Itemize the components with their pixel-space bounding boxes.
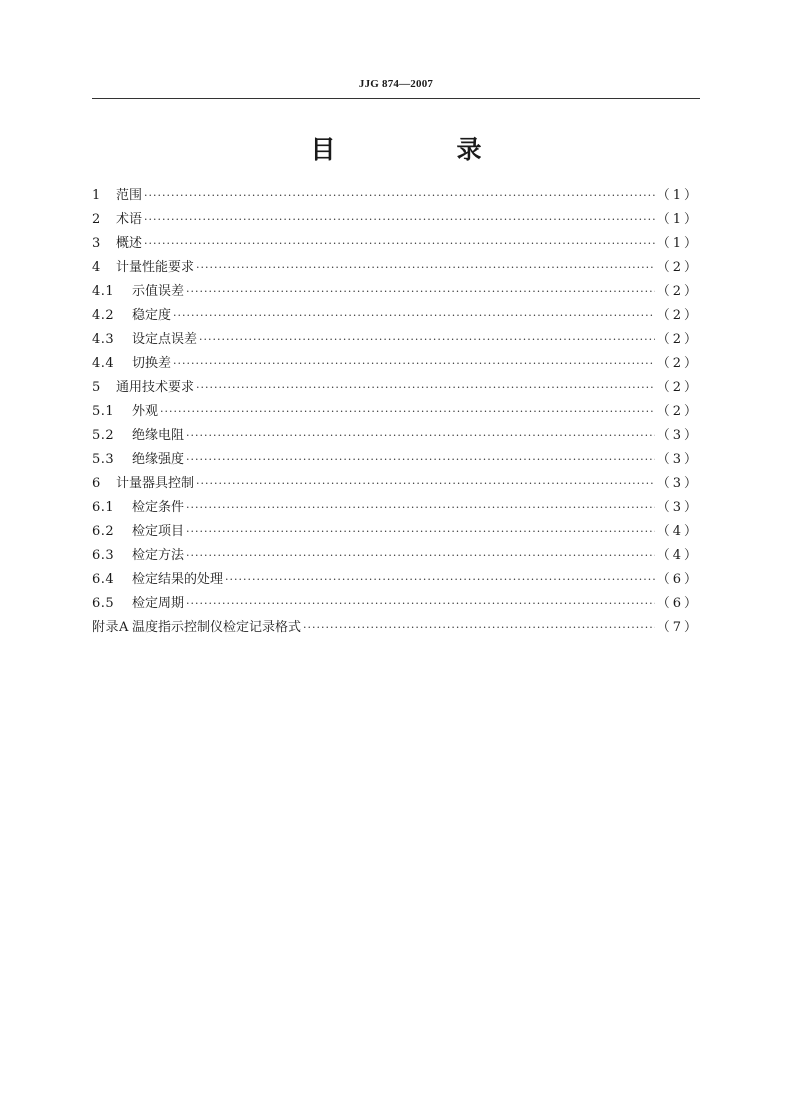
toc-entry-page: （4） [656, 524, 700, 539]
toc-dot-leader [144, 232, 655, 256]
toc-entry-number: 6.5 [92, 596, 115, 611]
toc-entry[interactable] [92, 256, 700, 280]
toc-entry-title: 检定项目 [132, 524, 185, 539]
toc-entry-title: 计量性能要求 [116, 260, 195, 275]
toc-entry[interactable] [92, 232, 700, 256]
toc-dot-leader [186, 544, 655, 568]
toc-entry-title: 检定方法 [132, 548, 185, 563]
toc-entry[interactable] [92, 304, 700, 328]
toc-entry[interactable] [92, 568, 700, 592]
toc-entry-page: （2） [656, 260, 700, 275]
header-rule [92, 98, 700, 99]
toc-entry-number: 附录A [92, 620, 129, 635]
toc-entry[interactable] [92, 448, 700, 472]
toc-entry[interactable] [92, 424, 700, 448]
toc-entry-page: （2） [656, 308, 700, 323]
toc-entry-page: （2） [656, 356, 700, 371]
toc-dot-leader [186, 592, 655, 616]
toc-entry-page: （6） [656, 596, 700, 611]
toc-entry-number: 5.2 [92, 428, 115, 443]
toc-entry-title: 计量器具控制 [116, 476, 195, 491]
toc-entry-title: 稳定度 [132, 308, 172, 323]
toc-entry-title: 温度指示控制仪检定记录格式 [132, 620, 302, 635]
toc-entry[interactable] [92, 208, 700, 232]
toc-entry[interactable] [92, 184, 700, 208]
toc-dot-leader [173, 352, 655, 376]
toc-dot-leader [303, 616, 655, 640]
toc-entry[interactable] [92, 592, 700, 616]
toc-entry-number: 5.3 [92, 452, 115, 467]
toc-dot-leader [186, 424, 655, 448]
toc-entry[interactable] [92, 376, 700, 400]
toc-entry-number: 5 [92, 380, 101, 395]
toc-entry[interactable] [92, 328, 700, 352]
toc-entry-page: （2） [656, 332, 700, 347]
toc-entry-number: 4.2 [92, 308, 115, 323]
toc-entry-title: 检定周期 [132, 596, 185, 611]
table-of-contents [92, 184, 700, 640]
toc-entry[interactable] [92, 616, 700, 640]
toc-entry-title: 外观 [132, 404, 159, 419]
toc-entry-title: 示值误差 [132, 284, 185, 299]
toc-entry-number: 3 [92, 236, 101, 251]
toc-entry-number: 4.4 [92, 356, 115, 371]
toc-entry-page: （1） [656, 212, 700, 227]
toc-entry-number: 6 [92, 476, 101, 491]
page-title: 目 录 [310, 135, 530, 164]
toc-entry[interactable] [92, 400, 700, 424]
toc-entry-title: 检定条件 [132, 500, 185, 515]
toc-entry-page: （3） [656, 452, 700, 467]
toc-dot-leader [173, 304, 655, 328]
toc-entry-number: 6.4 [92, 572, 115, 587]
toc-entry-page: （1） [656, 188, 700, 203]
toc-entry[interactable] [92, 352, 700, 376]
toc-entry-page: （4） [656, 548, 700, 563]
toc-entry-page: （1） [656, 236, 700, 251]
toc-entry[interactable] [92, 520, 700, 544]
toc-entry-page: （3） [656, 500, 700, 515]
toc-entry-number: 5.1 [92, 404, 115, 419]
toc-entry-title: 检定结果的处理 [132, 572, 224, 587]
toc-dot-leader [144, 184, 655, 208]
toc-entry-title: 绝缘电阻 [132, 428, 185, 443]
toc-entry[interactable] [92, 472, 700, 496]
toc-entry-page: （2） [656, 284, 700, 299]
toc-entry-page: （3） [656, 476, 700, 491]
toc-entry-page: （7） [656, 620, 700, 635]
toc-entry[interactable] [92, 280, 700, 304]
toc-entry-title: 通用技术要求 [116, 380, 195, 395]
toc-entry-number: 4.3 [92, 332, 115, 347]
toc-entry-page: （2） [656, 404, 700, 419]
toc-dot-leader [196, 376, 655, 400]
toc-entry-number: 6.1 [92, 500, 115, 515]
toc-entry[interactable] [92, 544, 700, 568]
toc-dot-leader [186, 520, 655, 544]
toc-entry-number: 4 [92, 260, 101, 275]
toc-dot-leader [160, 400, 655, 424]
toc-dot-leader [199, 328, 655, 352]
toc-dot-leader [196, 472, 655, 496]
toc-entry-number: 2 [92, 212, 101, 227]
toc-dot-leader [186, 448, 655, 472]
toc-dot-leader [186, 280, 655, 304]
toc-entry-number: 6.2 [92, 524, 115, 539]
toc-entry-title: 设定点误差 [132, 332, 198, 347]
toc-dot-leader [196, 256, 655, 280]
toc-entry-page: （2） [656, 380, 700, 395]
toc-dot-leader [186, 496, 655, 520]
toc-entry-page: （6） [656, 572, 700, 587]
toc-entry-title: 绝缘强度 [132, 452, 185, 467]
toc-entry-number: 4.1 [92, 284, 115, 299]
document-code-header: JJG 874—2007 [358, 78, 434, 90]
toc-entry-title: 概述 [116, 236, 143, 251]
toc-entry-title: 范围 [116, 188, 143, 203]
toc-dot-leader [225, 568, 655, 592]
toc-entry-page: （3） [656, 428, 700, 443]
toc-entry-title: 术语 [116, 212, 143, 227]
toc-entry-title: 切换差 [132, 356, 172, 371]
toc-entry-number: 6.3 [92, 548, 115, 563]
toc-entry-number: 1 [92, 188, 101, 203]
toc-entry[interactable] [92, 496, 700, 520]
toc-dot-leader [144, 208, 655, 232]
